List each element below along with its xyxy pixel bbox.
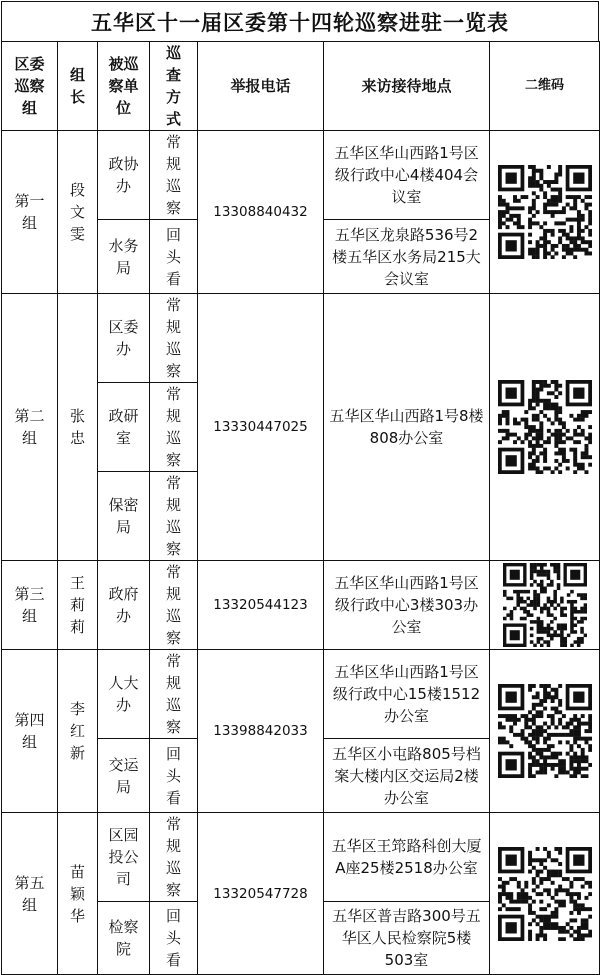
qr-cell	[490, 294, 600, 561]
header-method: 巡查方式	[150, 42, 198, 131]
report-phone: 13308840432	[198, 131, 324, 294]
group-name: 第二组	[2, 294, 58, 561]
reception-address: 五华区华山西路1号区级行政中心4楼404会议室	[324, 131, 490, 220]
table-row	[2, 131, 600, 220]
inspection-method: 常规巡察	[150, 383, 198, 472]
group-leader: 苗颖华	[58, 813, 98, 975]
table-row	[2, 561, 600, 650]
reception-address: 五华区小屯路805号档案大楼内区交运局2楼办公室	[324, 739, 490, 813]
qr-cell	[490, 561, 600, 650]
group-leader: 王莉莉	[58, 561, 98, 650]
reception-address: 五华区王筇路科创大厦A座25楼2518办公室	[324, 813, 490, 902]
header-leader: 组长	[58, 42, 98, 131]
header-unit: 被巡察单位	[98, 42, 150, 131]
table-row	[2, 294, 600, 383]
group-leader: 段文雯	[58, 131, 98, 294]
inspection-method: 常规巡察	[150, 561, 198, 650]
header-phone: 举报电话	[198, 42, 324, 131]
reception-address: 五华区华山西路1号区级行政中心3楼303办公室	[324, 561, 490, 650]
report-phone: 13398842033	[198, 650, 324, 813]
inspection-method: 常规巡察	[150, 813, 198, 902]
inspection-method: 回头看	[150, 220, 198, 294]
report-phone: 13320547728	[198, 813, 324, 975]
group-name: 第三组	[2, 561, 58, 650]
qr-code-icon[interactable]	[498, 684, 592, 778]
document-sheet	[1, 1, 599, 969]
inspected-unit: 政府办	[98, 561, 150, 650]
qr-cell	[490, 650, 600, 813]
inspected-unit: 交运局	[98, 739, 150, 813]
reception-address: 五华区普吉路300号五华区人民检察院5楼503室	[324, 902, 490, 975]
inspection-method: 常规巡察	[150, 131, 198, 220]
reception-address: 五华区华山西路1号8楼808办公室	[324, 294, 490, 561]
inspected-unit: 人大办	[98, 650, 150, 739]
inspected-unit: 保密局	[98, 472, 150, 561]
inspected-unit: 区委办	[98, 294, 150, 383]
table-row	[2, 650, 600, 739]
document-title: 五华区十一届区委第十四轮巡察进驻一览表	[1, 1, 599, 41]
inspected-unit: 政研室	[98, 383, 150, 472]
inspection-table	[1, 41, 600, 975]
group-name: 第一组	[2, 131, 58, 294]
group-name: 第四组	[2, 650, 58, 813]
inspected-unit: 水务局	[98, 220, 150, 294]
group-name: 第五组	[2, 813, 58, 975]
report-phone: 13320544123	[198, 561, 324, 650]
qr-code-icon[interactable]	[498, 165, 592, 259]
reception-address: 五华区龙泉路536号2楼五华区水务局215大会议室	[324, 220, 490, 294]
qr-code-icon[interactable]	[498, 847, 592, 941]
report-phone: 13330447025	[198, 294, 324, 561]
qr-cell	[490, 813, 600, 975]
inspection-method: 常规巡察	[150, 650, 198, 739]
qr-cell	[490, 131, 600, 294]
header-address: 来访接待地点	[324, 42, 490, 131]
qr-code-icon[interactable]	[498, 380, 592, 474]
qr-code-icon[interactable]	[503, 563, 587, 647]
group-leader: 张忠	[58, 294, 98, 561]
group-leader: 李红新	[58, 650, 98, 813]
inspected-unit: 政协办	[98, 131, 150, 220]
table-row	[2, 813, 600, 902]
header-group: 区委巡察组	[2, 42, 58, 131]
inspection-method: 回头看	[150, 739, 198, 813]
inspected-unit: 检察院	[98, 902, 150, 975]
inspection-method: 常规巡察	[150, 472, 198, 561]
header-row	[2, 42, 600, 131]
header-qr: 二维码	[490, 42, 600, 131]
inspected-unit: 区园投公司	[98, 813, 150, 902]
reception-address: 五华区华山西路1号区级行政中心15楼1512办公室	[324, 650, 490, 739]
inspection-method: 常规巡察	[150, 294, 198, 383]
inspection-method: 回头看	[150, 902, 198, 975]
